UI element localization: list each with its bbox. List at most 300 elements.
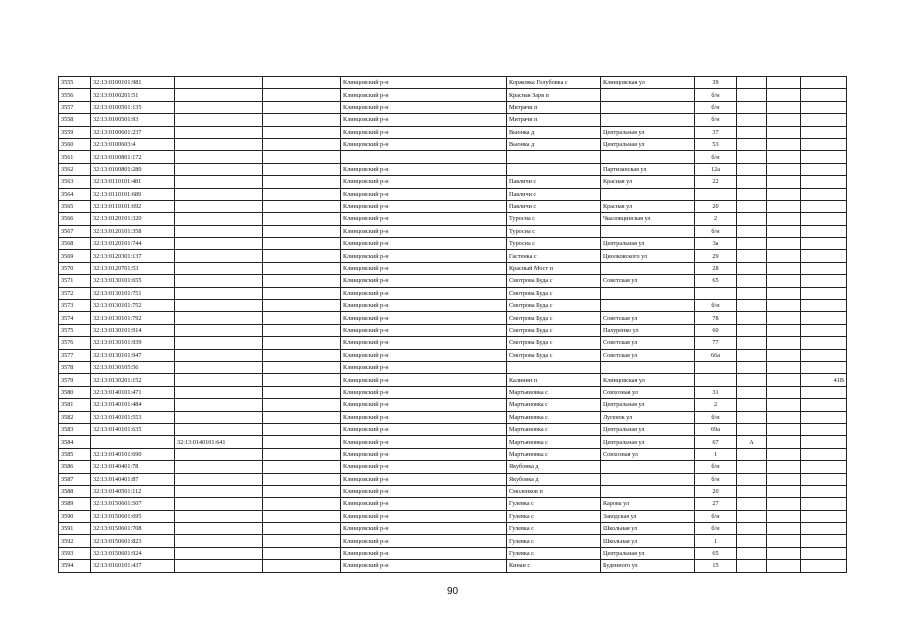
empty-cell [767, 300, 801, 312]
house-number: 65 [695, 547, 737, 559]
extra [801, 461, 847, 473]
empty-cell [263, 89, 341, 101]
locality: Гулевка с [507, 547, 601, 559]
district: Клинцовский р-н [341, 448, 507, 460]
locality: Мартьяновка с [507, 399, 601, 411]
locality: Смотрова Буда с [507, 300, 601, 312]
extra: 41В [801, 374, 847, 386]
cadastral-number: 32:13:0140101:471 [91, 386, 175, 398]
cadastral-number: 32:13:0110101:692 [91, 200, 175, 212]
house-number: б/н [695, 101, 737, 113]
empty-cell [767, 337, 801, 349]
house-number: б/н [695, 89, 737, 101]
empty-cell [263, 411, 341, 423]
cadastral-number-alt [175, 411, 263, 423]
empty-cell [263, 374, 341, 386]
locality: Красный Мост п [507, 262, 601, 274]
street: Совхозная ул [601, 448, 695, 460]
empty-cell [263, 114, 341, 126]
house-number: б/н [695, 473, 737, 485]
letter [737, 349, 767, 361]
cadastral-number-alt [175, 89, 263, 101]
letter: А [737, 436, 767, 448]
house-number: 77 [695, 337, 737, 349]
extra [801, 200, 847, 212]
locality [507, 361, 601, 373]
district: Клинцовский р-н [341, 560, 507, 572]
empty-cell [263, 101, 341, 113]
letter [737, 176, 767, 188]
table-row [59, 89, 847, 101]
cadastral-number-alt [175, 275, 263, 287]
cadastral-number: 32:13:0130101:947 [91, 349, 175, 361]
extra [801, 399, 847, 411]
cadastral-number-alt [175, 386, 263, 398]
row-number: 3572 [59, 287, 91, 299]
district: Клинцовский р-н [341, 213, 507, 225]
street [601, 485, 695, 497]
cadastral-number: 32:13:0130101:914 [91, 324, 175, 336]
extra [801, 126, 847, 138]
house-number: 65 [695, 275, 737, 287]
empty-cell [767, 200, 801, 212]
row-number: 3582 [59, 411, 91, 423]
district: Клинцовский р-н [341, 114, 507, 126]
locality: Гулевка с [507, 498, 601, 510]
district: Клинцовский р-н [341, 163, 507, 175]
cadastral-number-alt [175, 337, 263, 349]
district: Клинцовский р-н [341, 287, 507, 299]
empty-cell [767, 485, 801, 497]
locality: Гастенка с [507, 250, 601, 262]
empty-cell [263, 473, 341, 485]
empty-cell [767, 238, 801, 250]
street [601, 473, 695, 485]
letter [737, 151, 767, 163]
empty-cell [767, 225, 801, 237]
cadastral-number-alt [175, 238, 263, 250]
house-number: 15 [695, 560, 737, 572]
locality: Мартьяновка с [507, 423, 601, 435]
empty-cell [263, 126, 341, 138]
row-number: 3592 [59, 535, 91, 547]
cadastral-number-alt [175, 349, 263, 361]
empty-cell [263, 386, 341, 398]
house-number: 53 [695, 138, 737, 150]
letter [737, 275, 767, 287]
empty-cell [263, 77, 341, 89]
table-row [59, 151, 847, 163]
table-row [59, 386, 847, 398]
house-number: б/н [695, 510, 737, 522]
locality: Митрачи п [507, 101, 601, 113]
street [601, 225, 695, 237]
house-number: 3а [695, 238, 737, 250]
district: Клинцовский р-н [341, 312, 507, 324]
cadastral-number: 32:13:0140101:484 [91, 399, 175, 411]
letter [737, 337, 767, 349]
street [601, 461, 695, 473]
letter [737, 448, 767, 460]
empty-cell [767, 176, 801, 188]
street [601, 151, 695, 163]
empty-cell [767, 138, 801, 150]
district: Клинцовский р-н [341, 399, 507, 411]
row-number: 3567 [59, 225, 91, 237]
registry-table [58, 76, 847, 573]
extra [801, 300, 847, 312]
cadastral-number-alt [175, 126, 263, 138]
table-row [59, 163, 847, 175]
house-number: 27 [695, 498, 737, 510]
letter [737, 126, 767, 138]
extra [801, 213, 847, 225]
cadastral-number-alt [175, 287, 263, 299]
cadastral-number: 32:13:0110101:481 [91, 176, 175, 188]
letter [737, 560, 767, 572]
table-row [59, 510, 847, 522]
cadastral-number-alt [175, 473, 263, 485]
row-number: 3559 [59, 126, 91, 138]
street: Лугенок ул [601, 411, 695, 423]
district: Клинцовский р-н [341, 300, 507, 312]
letter [737, 89, 767, 101]
table-row [59, 411, 847, 423]
extra [801, 510, 847, 522]
locality: Мартьяновка с [507, 411, 601, 423]
district: Клинцовский р-н [341, 138, 507, 150]
district: Клинцовский р-н [341, 523, 507, 535]
cadastral-number: 32:13:0100201:51 [91, 89, 175, 101]
locality: Павличи с [507, 176, 601, 188]
district: Клинцовский р-н [341, 262, 507, 274]
cadastral-number-alt [175, 101, 263, 113]
locality: Якубовка д [507, 461, 601, 473]
row-number: 3591 [59, 523, 91, 535]
locality: Красная Заря п [507, 89, 601, 101]
empty-cell [263, 423, 341, 435]
house-number [695, 361, 737, 373]
letter [737, 411, 767, 423]
extra [801, 151, 847, 163]
street [601, 101, 695, 113]
table-row [59, 126, 847, 138]
street: Советская ул [601, 275, 695, 287]
table-row [59, 262, 847, 274]
cadastral-number: 32:13:0130101:752 [91, 300, 175, 312]
street: Красная ул [601, 200, 695, 212]
house-number: б/н [695, 411, 737, 423]
cadastral-number: 32:13:0100801:280 [91, 163, 175, 175]
empty-cell [767, 151, 801, 163]
street [601, 188, 695, 200]
house-number [695, 188, 737, 200]
letter [737, 225, 767, 237]
cadastral-number-alt [175, 312, 263, 324]
extra [801, 473, 847, 485]
district: Клинцовский р-н [341, 461, 507, 473]
letter [737, 101, 767, 113]
cadastral-number: 32:13:0120101:320 [91, 213, 175, 225]
house-number: 78 [695, 312, 737, 324]
letter [737, 498, 767, 510]
street: Циолковского ул [601, 250, 695, 262]
cadastral-number: 32:13:0100801:172 [91, 151, 175, 163]
empty-cell [263, 138, 341, 150]
empty-cell [263, 547, 341, 559]
table-row [59, 337, 847, 349]
row-number: 3571 [59, 275, 91, 287]
empty-cell [263, 188, 341, 200]
cadastral-number-alt [175, 225, 263, 237]
empty-cell [263, 361, 341, 373]
cadastral-number-alt: 32:13:0140101:641 [175, 436, 263, 448]
district: Клинцовский р-н [341, 188, 507, 200]
extra [801, 114, 847, 126]
registry-rows [59, 77, 847, 573]
house-number: 37 [695, 126, 737, 138]
locality: Смотрова Буда с [507, 324, 601, 336]
locality: Калинин п [507, 374, 601, 386]
row-number: 3581 [59, 399, 91, 411]
empty-cell [767, 77, 801, 89]
empty-cell [263, 485, 341, 497]
table-row [59, 324, 847, 336]
locality: Вьюнка д [507, 126, 601, 138]
letter [737, 473, 767, 485]
extra [801, 436, 847, 448]
table-row [59, 176, 847, 188]
locality: Вьюнка д [507, 138, 601, 150]
letter [737, 423, 767, 435]
house-number: 28 [695, 262, 737, 274]
cadastral-number-alt [175, 163, 263, 175]
letter [737, 213, 767, 225]
table-row [59, 485, 847, 497]
row-number: 3568 [59, 238, 91, 250]
street: Чкаловцинская ул [601, 213, 695, 225]
district: Клинцовский р-н [341, 485, 507, 497]
empty-cell [767, 188, 801, 200]
locality: Смотрова Буда с [507, 287, 601, 299]
letter [737, 77, 767, 89]
district: Клинцовский р-н [341, 324, 507, 336]
table-row [59, 200, 847, 212]
district: Клинцовский р-н [341, 361, 507, 373]
letter [737, 200, 767, 212]
table-row [59, 188, 847, 200]
street: Советская ул [601, 312, 695, 324]
table-row [59, 312, 847, 324]
row-number: 3580 [59, 386, 91, 398]
district: Клинцовский р-н [341, 101, 507, 113]
district: Клинцовский р-н [341, 498, 507, 510]
cadastral-number: 32:13:0130101:939 [91, 337, 175, 349]
cadastral-number: 32:13:0140101:553 [91, 411, 175, 423]
district [341, 151, 507, 163]
table-row [59, 374, 847, 386]
table-row [59, 399, 847, 411]
district: Клинцовский р-н [341, 436, 507, 448]
empty-cell [263, 225, 341, 237]
letter [737, 461, 767, 473]
table-row [59, 300, 847, 312]
table-row [59, 349, 847, 361]
empty-cell [263, 163, 341, 175]
empty-cell [263, 176, 341, 188]
street [601, 262, 695, 274]
empty-cell [767, 126, 801, 138]
cadastral-number: 32:13:0150601:823 [91, 535, 175, 547]
district: Клинцовский р-н [341, 510, 507, 522]
empty-cell [767, 423, 801, 435]
cadastral-number-alt [175, 262, 263, 274]
empty-cell [263, 262, 341, 274]
locality: Смотрова Буда с [507, 349, 601, 361]
row-number: 3577 [59, 349, 91, 361]
locality: Смотрова Буда с [507, 337, 601, 349]
row-number: 3565 [59, 200, 91, 212]
street: Советская ул [601, 337, 695, 349]
cadastral-number: 32:13:0120101:358 [91, 225, 175, 237]
extra [801, 138, 847, 150]
locality: Гулевка с [507, 510, 601, 522]
locality: Кинан с [507, 560, 601, 572]
cadastral-number: 32:13:0140501:112 [91, 485, 175, 497]
cadastral-number-alt [175, 324, 263, 336]
cadastral-number: 32:13:0110101:689 [91, 188, 175, 200]
cadastral-number-alt [175, 399, 263, 411]
cadastral-number-alt [175, 300, 263, 312]
letter [737, 523, 767, 535]
extra [801, 498, 847, 510]
cadastral-number: 32:13:0120101:744 [91, 238, 175, 250]
empty-cell [767, 101, 801, 113]
extra [801, 485, 847, 497]
house-number: б/н [695, 151, 737, 163]
empty-cell [767, 89, 801, 101]
empty-cell [263, 560, 341, 572]
row-number: 3557 [59, 101, 91, 113]
table-row [59, 436, 847, 448]
empty-cell [263, 312, 341, 324]
cadastral-number-alt [175, 448, 263, 460]
table-row [59, 461, 847, 473]
extra [801, 176, 847, 188]
district: Клинцовский р-н [341, 411, 507, 423]
row-number: 3587 [59, 473, 91, 485]
letter [737, 374, 767, 386]
row-number: 3563 [59, 176, 91, 188]
empty-cell [767, 213, 801, 225]
locality: Гулевка с [507, 523, 601, 535]
district: Клинцовский р-н [341, 126, 507, 138]
row-number: 3575 [59, 324, 91, 336]
table-row [59, 560, 847, 572]
empty-cell [263, 287, 341, 299]
table-row [59, 213, 847, 225]
street [601, 300, 695, 312]
empty-cell [263, 349, 341, 361]
table-row [59, 275, 847, 287]
locality: Гулевка с [507, 535, 601, 547]
cadastral-number: 32:13:0150601:507 [91, 498, 175, 510]
cadastral-number: 32:13:0130101:655 [91, 275, 175, 287]
cadastral-number: 32:13:0130105:56 [91, 361, 175, 373]
street [601, 361, 695, 373]
empty-cell [263, 151, 341, 163]
house-number: 20 [695, 485, 737, 497]
empty-cell [263, 213, 341, 225]
street: Школьная ул [601, 535, 695, 547]
house-number: 67 [695, 436, 737, 448]
house-number: 29 [695, 250, 737, 262]
cadastral-number-alt [175, 361, 263, 373]
cadastral-number-alt [175, 423, 263, 435]
table-row [59, 225, 847, 237]
row-number: 3570 [59, 262, 91, 274]
house-number: б/н [695, 225, 737, 237]
empty-cell [263, 337, 341, 349]
house-number: 39 [695, 77, 737, 89]
locality: Мартьяновка с [507, 448, 601, 460]
row-number: 3566 [59, 213, 91, 225]
letter [737, 114, 767, 126]
row-number: 3573 [59, 300, 91, 312]
empty-cell [767, 250, 801, 262]
row-number: 3588 [59, 485, 91, 497]
table-row [59, 423, 847, 435]
empty-cell [263, 535, 341, 547]
cadastral-number-alt [175, 547, 263, 559]
empty-cell [767, 436, 801, 448]
district: Клинцовский р-н [341, 250, 507, 262]
empty-cell [767, 473, 801, 485]
letter [737, 312, 767, 324]
letter [737, 510, 767, 522]
extra [801, 262, 847, 274]
street: Центральная ул [601, 399, 695, 411]
row-number: 3590 [59, 510, 91, 522]
letter [737, 386, 767, 398]
cadastral-number: 32:13:0100501:135 [91, 101, 175, 113]
empty-cell [767, 560, 801, 572]
extra [801, 163, 847, 175]
empty-cell [263, 461, 341, 473]
district: Клинцовский р-н [341, 77, 507, 89]
house-number: 31 [695, 386, 737, 398]
empty-cell [767, 498, 801, 510]
letter [737, 163, 767, 175]
extra [801, 547, 847, 559]
table-row [59, 77, 847, 89]
letter [737, 324, 767, 336]
empty-cell [767, 114, 801, 126]
district: Клинцовский р-н [341, 386, 507, 398]
extra [801, 324, 847, 336]
empty-cell [263, 448, 341, 460]
row-number: 3578 [59, 361, 91, 373]
cadastral-number: 32:13:0120301:137 [91, 250, 175, 262]
empty-cell [767, 510, 801, 522]
empty-cell [263, 510, 341, 522]
cadastral-number-alt [175, 374, 263, 386]
cadastral-number-alt [175, 114, 263, 126]
empty-cell [767, 324, 801, 336]
cadastral-number: 32:13:0100101:981 [91, 77, 175, 89]
table-row [59, 101, 847, 113]
row-number: 3569 [59, 250, 91, 262]
